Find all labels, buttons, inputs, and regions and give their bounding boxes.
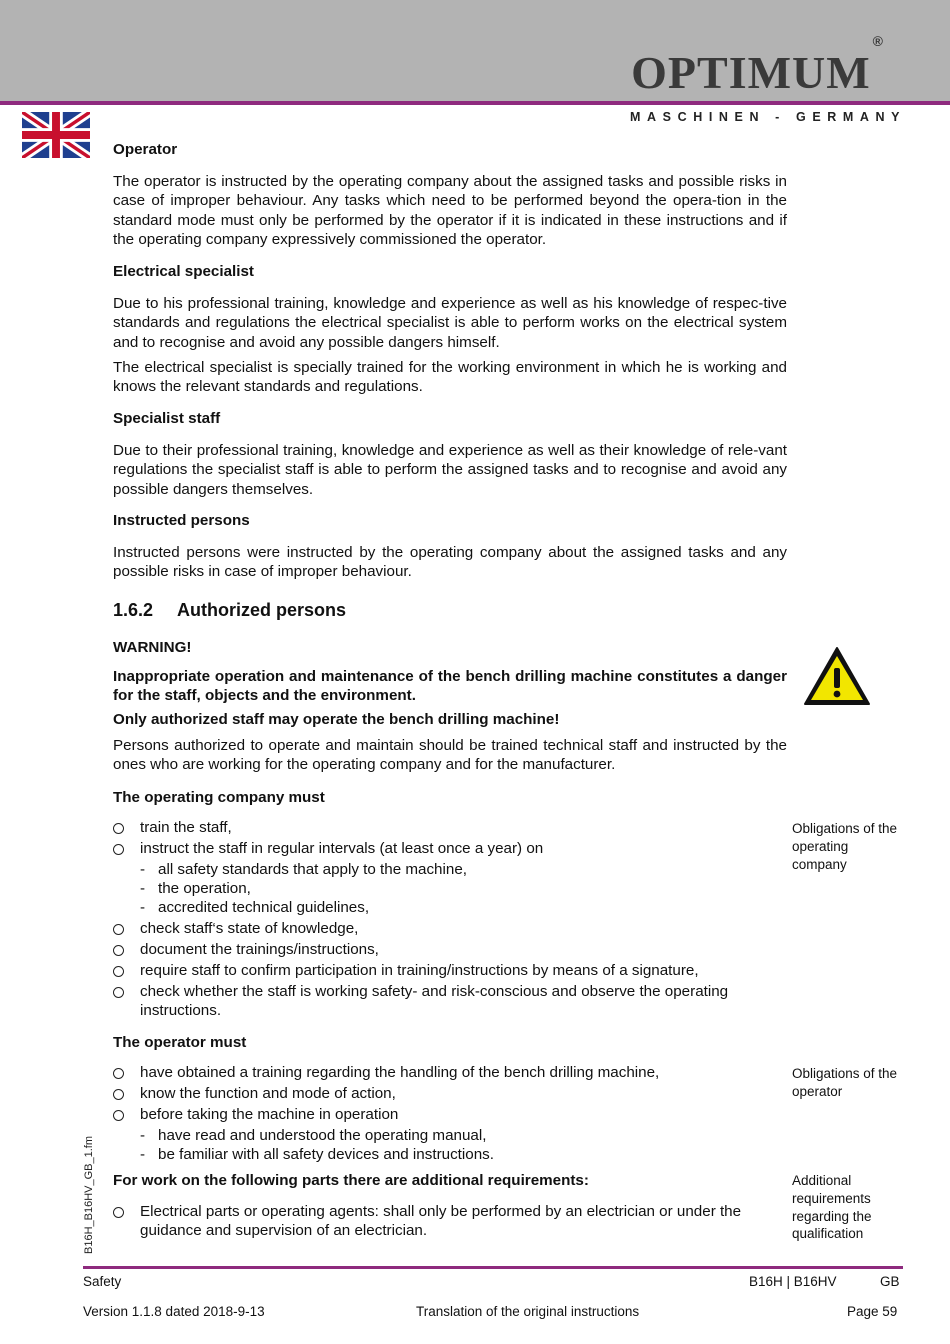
section-title (113, 601, 787, 620)
footer-translation-note: Translation of the original instructions (416, 1304, 640, 1319)
warning-text-1: Inappropriate operation and maintenance of the bench drilling machine constitutes a danger for the staff, objects and the environment. (113, 668, 787, 705)
source-file-label: B16H_B16HV_GB_1.fm (83, 1135, 95, 1254)
bullet-circle-icon (113, 844, 124, 855)
footer-model: B16H | B16HV (749, 1274, 837, 1289)
bullet-circle-icon (113, 945, 124, 956)
instructed-paragraph: Instructed persons were instructed by the operating company about the assigned tasks and any possible risks in case of improper behaviour. (113, 544, 787, 581)
section-number: 1.6.2 (113, 600, 154, 620)
operator-paragraph: The operator is instructed by the operating company about the assigned tasks and possible risks in case of improper behaviour. Any tasks which need to be performed beyond the opera-tion in the standard mode must only be performed by the operator if it is indicated in these instructions and if the operating company expressively commissioned the operator. (113, 173, 787, 248)
header-divider (0, 101, 950, 105)
list-item: require staff to confirm participation in training/instructions by means of a signature, (113, 961, 787, 980)
footer-language: GB (880, 1274, 900, 1289)
bullet-circle-icon (113, 1207, 124, 1218)
uk-flag-icon (22, 112, 90, 158)
warning-triangle-icon (803, 646, 871, 706)
list-item: check staff‘s state of knowledge, (113, 919, 787, 938)
bullet-circle-icon (113, 987, 124, 998)
section-title-text: Authorized persons (177, 600, 347, 620)
authorized-paragraph: Persons authorized to operate and maintain should be trained technical staff and instructed by the ones who are working for the operating company and for the manufacturer. (113, 737, 787, 774)
additional-heading: For work on the following parts there are additional requirements: (113, 1172, 589, 1189)
bullet-circle-icon (113, 924, 124, 935)
footer-page-number: Page 59 (847, 1304, 898, 1319)
electrical-paragraph-1: Due to his professional training, knowledge and experience as well as his knowledge of respec-tive standards and regulations the electrical specialist is able to perform works on the electrical system and to recognise and avoid any possible dangers himself. (113, 295, 787, 351)
sub-list-item: - accredited technical guidelines, (140, 899, 370, 916)
warning-text-2: Only authorized staff may operate the bench drilling machine! (113, 711, 560, 728)
specialist-paragraph: Due to their professional training, knowledge and experience as well as their knowledge of rele-vant regulations the specialist staff is able to perform the assigned tasks and to recognise and avoid any possible dangers themselves. (113, 442, 787, 498)
list-item: document the trainings/instructions, (113, 940, 787, 959)
bullet-circle-icon (113, 1089, 124, 1100)
instructed-heading: Instructed persons (113, 512, 250, 529)
operator-heading: Operator (113, 141, 178, 158)
bullet-circle-icon (113, 966, 124, 977)
sub-list-item: - all safety standards that apply to the machine, (140, 861, 467, 878)
margin-note-operator: Obligations of the operator (792, 1066, 898, 1099)
electrical-paragraph-2: The electrical specialist is specially trained for the working environment in which he is working and knows the relevant standards and regulations. (113, 359, 787, 396)
warning-label: WARNING! (113, 639, 192, 656)
margin-note-additional: Additional requirements regarding the qualification (792, 1173, 872, 1242)
company-must-heading: The operating company must (113, 789, 325, 806)
sub-list-item: - be familiar with all safety devices and instructions. (140, 1146, 494, 1163)
footer-chapter: Safety (83, 1274, 122, 1289)
list-item: before taking the machine in operation (113, 1105, 787, 1124)
footer-version: Version 1.1.8 dated 2018-9-13 (83, 1304, 265, 1319)
bullet-circle-icon (113, 1110, 124, 1121)
list-item: instruct the staff in regular intervals (at least once a year) on (113, 839, 787, 858)
list-item: know the function and mode of action, (113, 1084, 787, 1103)
sub-list-item: - have read and understood the operating manual, (140, 1127, 487, 1144)
list-item: train the staff, (113, 818, 787, 837)
sub-list-item: - the operation, (140, 880, 251, 897)
bullet-circle-icon (113, 823, 124, 834)
margin-note-company: Obligations of the operating company (792, 821, 898, 872)
specialist-heading: Specialist staff (113, 410, 221, 427)
list-item: have obtained a training regarding the handling of the bench drilling machine, (113, 1063, 787, 1082)
bullet-circle-icon (113, 1068, 124, 1079)
logo-tagline: MASCHINEN - GERMANY (630, 110, 907, 124)
operator-must-heading: The operator must (113, 1034, 247, 1051)
footer-divider (83, 1266, 903, 1269)
electrical-heading: Electrical specialist (113, 263, 254, 280)
list-item: Electrical parts or operating agents: shall only be performed by an electrician or under the guidance and supervision of an electrician. (113, 1202, 773, 1241)
optimum-logo: OPTIMUM® (631, 32, 884, 98)
list-item: check whether the staff is working safety- and risk-conscious and observe the operating instructions. (113, 982, 773, 1021)
